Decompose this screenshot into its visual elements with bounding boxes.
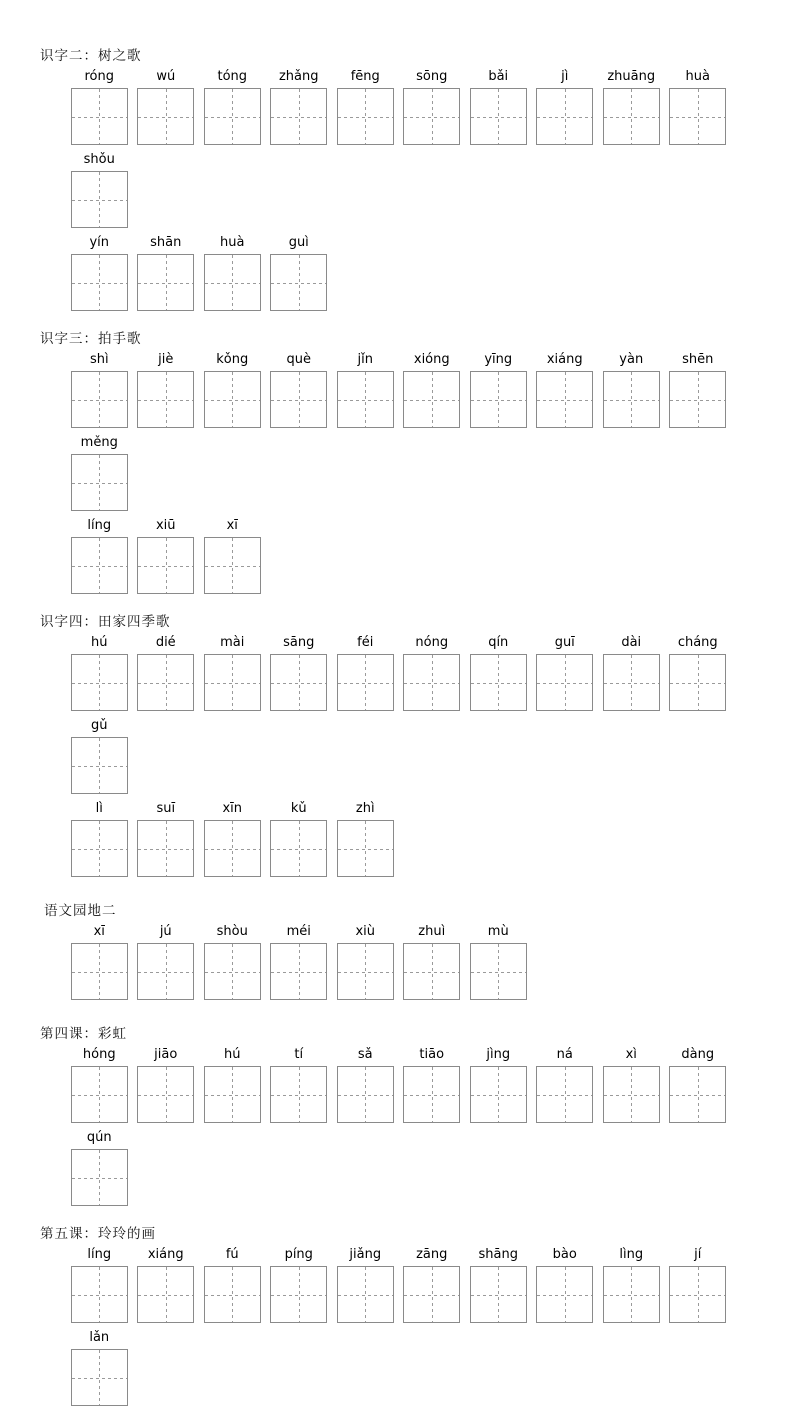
pinyin-cell (199, 634, 266, 711)
pinyin-label: bào (552, 1247, 577, 1262)
tianzige-writing-box[interactable] (536, 654, 593, 711)
tianzige-writing-box[interactable] (337, 654, 394, 711)
pinyin-cell (399, 1046, 466, 1123)
pinyin-label: hú (224, 1047, 241, 1062)
pinyin-label: dié (155, 635, 176, 650)
pinyin-cell (133, 923, 200, 1000)
pinyin-cell (66, 1246, 133, 1323)
pinyin-label: ná (556, 1047, 573, 1062)
pinyin-cell (332, 923, 399, 1000)
pinyin-label: líng (87, 1247, 112, 1262)
pinyin-label: shǒu (83, 152, 115, 167)
pinyin-label: xīn (222, 801, 243, 816)
pinyin-cell (266, 1246, 333, 1323)
pinyin-cell (66, 68, 133, 145)
pinyin-label: wú (156, 69, 176, 84)
pinyin-label: xì (625, 1047, 637, 1062)
tianzige-writing-box[interactable] (403, 1066, 460, 1123)
pinyin-label: jǐn (357, 352, 373, 367)
pinyin-label: qín (488, 635, 509, 650)
tianzige-writing-box[interactable] (270, 943, 327, 1000)
tianzige-writing-box[interactable] (470, 1266, 527, 1323)
pinyin-label: xiáng (546, 352, 583, 367)
pinyin-cell (66, 1046, 133, 1123)
tianzige-writing-box[interactable] (137, 537, 194, 594)
pinyin-label: qún (86, 1130, 112, 1145)
section-spacer (38, 1212, 755, 1218)
pinyin-cell (66, 434, 133, 511)
sections-container (38, 44, 755, 1418)
tianzige-writing-box[interactable] (204, 820, 261, 877)
pinyin-label: xī (93, 924, 105, 939)
section-spacer (38, 1412, 755, 1418)
pinyin-cell (399, 923, 466, 1000)
tianzige-writing-box[interactable] (204, 88, 261, 145)
tianzige-writing-box[interactable] (137, 1066, 194, 1123)
tianzige-writing-box[interactable] (270, 371, 327, 428)
pinyin-cell (199, 800, 266, 877)
tianzige-writing-box[interactable] (603, 88, 660, 145)
pinyin-label: píng (284, 1247, 313, 1262)
pinyin-cell (332, 351, 399, 428)
tianzige-writing-box[interactable] (470, 654, 527, 711)
tianzige-writing-box[interactable] (137, 371, 194, 428)
worksheet-section (38, 1022, 755, 1218)
pinyin-cell (465, 68, 532, 145)
tianzige-writing-box[interactable] (71, 371, 128, 428)
pinyin-cell (532, 1046, 599, 1123)
tianzige-writing-box[interactable] (270, 88, 327, 145)
tianzige-writing-box[interactable] (403, 654, 460, 711)
pinyin-cell (199, 923, 266, 1000)
section-title: 语文园地二 (44, 903, 117, 918)
section-spacer (38, 317, 755, 323)
pinyin-label: guī (554, 635, 575, 650)
tianzige-writing-box[interactable] (71, 943, 128, 1000)
pinyin-row (66, 923, 755, 1006)
pinyin-label: shān (150, 235, 182, 250)
pinyin-label: féi (357, 635, 374, 650)
tianzige-writing-box[interactable] (204, 1066, 261, 1123)
tianzige-writing-box[interactable] (337, 371, 394, 428)
pinyin-cell (266, 923, 333, 1000)
pinyin-cell (133, 68, 200, 145)
tianzige-writing-box[interactable] (71, 88, 128, 145)
pinyin-label: róng (84, 69, 114, 84)
tianzige-writing-box[interactable] (137, 654, 194, 711)
pinyin-row (66, 517, 755, 600)
tianzige-writing-box[interactable] (403, 943, 460, 1000)
section-spacer (38, 1006, 755, 1018)
tianzige-writing-box[interactable] (71, 1349, 128, 1406)
pinyin-cell (399, 351, 466, 428)
pinyin-cell (66, 800, 133, 877)
pinyin-cell (399, 634, 466, 711)
pinyin-label: xiū (155, 518, 176, 533)
pinyin-cell (199, 351, 266, 428)
tianzige-writing-box[interactable] (204, 1266, 261, 1323)
pinyin-cell (465, 1046, 532, 1123)
pinyin-label: cháng (677, 635, 718, 650)
pinyin-label: zhuì (418, 924, 446, 939)
pinyin-row (66, 800, 755, 883)
pinyin-row (66, 1246, 755, 1412)
tianzige-writing-box[interactable] (270, 1066, 327, 1123)
pinyin-label: nóng (415, 635, 449, 650)
pinyin-cell (532, 634, 599, 711)
pinyin-label: huà (220, 235, 245, 250)
pinyin-label: bǎi (488, 69, 509, 84)
tianzige-writing-box[interactable] (204, 654, 261, 711)
pinyin-cell (133, 351, 200, 428)
tianzige-writing-box[interactable] (71, 820, 128, 877)
pinyin-cell (598, 1246, 665, 1323)
pinyin-label: xióng (413, 352, 450, 367)
tianzige-writing-box[interactable] (669, 88, 726, 145)
pinyin-label: lǎn (89, 1330, 110, 1345)
pinyin-label: zhǎng (278, 69, 319, 84)
tianzige-writing-box[interactable] (137, 254, 194, 311)
pinyin-label: tí (294, 1047, 304, 1062)
pinyin-label: zhì (355, 801, 375, 816)
pinyin-cell (598, 1046, 665, 1123)
pinyin-cell (465, 634, 532, 711)
pinyin-row (66, 68, 755, 234)
worksheet-section (38, 1222, 755, 1418)
pinyin-cell (465, 923, 532, 1000)
pinyin-label: guì (288, 235, 309, 250)
pinyin-label: shēn (682, 352, 714, 367)
pinyin-cell (66, 1129, 133, 1206)
pinyin-label: gǔ (91, 718, 108, 733)
pinyin-cell (532, 351, 599, 428)
pinyin-cell (199, 1246, 266, 1323)
pinyin-cell (399, 68, 466, 145)
pinyin-label: xiù (355, 924, 376, 939)
pinyin-cell (465, 1246, 532, 1323)
pinyin-row (66, 1046, 755, 1212)
tianzige-writing-box[interactable] (204, 943, 261, 1000)
pinyin-cell (266, 634, 333, 711)
pinyin-cell (133, 1046, 200, 1123)
pinyin-cell (598, 68, 665, 145)
tianzige-writing-box[interactable] (270, 254, 327, 311)
tianzige-writing-box[interactable] (71, 254, 128, 311)
pinyin-cell (332, 634, 399, 711)
pinyin-label: yīng (484, 352, 513, 367)
pinyin-cell (133, 234, 200, 311)
pinyin-cell (665, 351, 732, 428)
tianzige-writing-box[interactable] (71, 454, 128, 511)
pinyin-row (66, 234, 755, 317)
tianzige-writing-box[interactable] (71, 171, 128, 228)
tianzige-writing-box[interactable] (669, 371, 726, 428)
pinyin-label: xī (226, 518, 238, 533)
tianzige-writing-box[interactable] (669, 1066, 726, 1123)
pinyin-label: yín (89, 235, 110, 250)
tianzige-writing-box[interactable] (337, 1266, 394, 1323)
pinyin-label: kǒng (216, 352, 249, 367)
pinyin-label: sōng (416, 69, 448, 84)
pinyin-label: jìng (486, 1047, 511, 1062)
tianzige-writing-box[interactable] (137, 1266, 194, 1323)
worksheet-section (38, 899, 755, 1018)
pinyin-cell (665, 634, 732, 711)
tianzige-writing-box[interactable] (204, 537, 261, 594)
section-title: 识字三：拍手歌 (40, 331, 142, 346)
pinyin-label: shòu (216, 924, 248, 939)
pinyin-cell (266, 68, 333, 145)
tianzige-writing-box[interactable] (337, 943, 394, 1000)
tianzige-writing-box[interactable] (603, 1266, 660, 1323)
pinyin-cell (133, 517, 200, 594)
section-title: 识字四：田家四季歌 (40, 614, 171, 629)
pinyin-label: shì (89, 352, 109, 367)
tianzige-writing-box[interactable] (470, 88, 527, 145)
pinyin-label: xiáng (147, 1247, 184, 1262)
tianzige-writing-box[interactable] (669, 1266, 726, 1323)
pinyin-label: què (286, 352, 311, 367)
pinyin-label: mù (487, 924, 509, 939)
tianzige-writing-box[interactable] (403, 1266, 460, 1323)
section-title: 第四课：彩虹 (40, 1026, 127, 1041)
pinyin-cell (465, 351, 532, 428)
tianzige-writing-box[interactable] (536, 371, 593, 428)
tianzige-writing-box[interactable] (470, 943, 527, 1000)
pinyin-cell (66, 923, 133, 1000)
pinyin-cell (66, 234, 133, 311)
pinyin-label: jú (159, 924, 172, 939)
pinyin-label: jí (694, 1247, 702, 1262)
tianzige-writing-box[interactable] (204, 254, 261, 311)
pinyin-cell (399, 1246, 466, 1323)
pinyin-label: tiāo (419, 1047, 445, 1062)
pinyin-row (66, 351, 755, 517)
pinyin-label: suī (156, 801, 176, 816)
pinyin-cell (66, 151, 133, 228)
pinyin-label: hóng (82, 1047, 116, 1062)
tianzige-writing-box[interactable] (337, 88, 394, 145)
pinyin-label: sǎ (357, 1047, 373, 1062)
pinyin-cell (332, 68, 399, 145)
tianzige-writing-box[interactable] (71, 1266, 128, 1323)
pinyin-label: yàn (619, 352, 644, 367)
pinyin-label: jiāo (154, 1047, 178, 1062)
pinyin-label: huà (685, 69, 710, 84)
pinyin-label: mài (220, 635, 245, 650)
pinyin-cell (266, 800, 333, 877)
tianzige-writing-box[interactable] (603, 1066, 660, 1123)
pinyin-cell (66, 517, 133, 594)
tianzige-writing-box[interactable] (270, 654, 327, 711)
worksheet-section (38, 610, 755, 895)
pinyin-cell (532, 1246, 599, 1323)
tianzige-writing-box[interactable] (669, 654, 726, 711)
pinyin-label: shāng (478, 1247, 518, 1262)
pinyin-cell (332, 1246, 399, 1323)
section-title: 第五课：玲玲的画 (40, 1226, 156, 1241)
pinyin-label: jì (561, 69, 569, 84)
pinyin-cell (665, 1246, 732, 1323)
pinyin-label: dàng (681, 1047, 715, 1062)
tianzige-writing-box[interactable] (470, 371, 527, 428)
pinyin-label: zhuāng (607, 69, 656, 84)
pinyin-label: dài (621, 635, 642, 650)
pinyin-label: jiè (158, 352, 174, 367)
pinyin-label: líng (87, 518, 112, 533)
tianzige-writing-box[interactable] (71, 1149, 128, 1206)
pinyin-label: sāng (283, 635, 315, 650)
pinyin-label: tóng (217, 69, 248, 84)
pinyin-cell (133, 634, 200, 711)
pinyin-label: měng (80, 435, 118, 450)
tianzige-writing-box[interactable] (137, 88, 194, 145)
pinyin-cell (665, 1046, 732, 1123)
section-title: 识字二：树之歌 (40, 48, 142, 63)
tianzige-writing-box[interactable] (71, 737, 128, 794)
tianzige-writing-box[interactable] (204, 371, 261, 428)
tianzige-writing-box[interactable] (536, 88, 593, 145)
section-spacer (38, 883, 755, 895)
tianzige-writing-box[interactable] (270, 820, 327, 877)
pinyin-cell (199, 234, 266, 311)
pinyin-cell (199, 68, 266, 145)
pinyin-label: fú (225, 1247, 239, 1262)
pinyin-label: kǔ (290, 801, 307, 816)
tianzige-writing-box[interactable] (603, 371, 660, 428)
tianzige-writing-box[interactable] (603, 654, 660, 711)
pinyin-cell (598, 634, 665, 711)
tianzige-writing-box[interactable] (71, 654, 128, 711)
worksheet-section (38, 44, 755, 323)
tianzige-writing-box[interactable] (71, 1066, 128, 1123)
pinyin-cell (332, 800, 399, 877)
pinyin-cell (133, 1246, 200, 1323)
pinyin-label: fēng (350, 69, 380, 84)
tianzige-writing-box[interactable] (71, 537, 128, 594)
pinyin-cell (665, 68, 732, 145)
tianzige-writing-box[interactable] (403, 371, 460, 428)
pinyin-label: zāng (416, 1247, 448, 1262)
pinyin-label: méi (286, 924, 311, 939)
tianzige-writing-box[interactable] (403, 88, 460, 145)
tianzige-writing-box[interactable] (337, 820, 394, 877)
pinyin-cell (199, 1046, 266, 1123)
tianzige-writing-box[interactable] (137, 820, 194, 877)
pinyin-label: hú (91, 635, 108, 650)
pinyin-label: lìng (619, 1247, 644, 1262)
tianzige-writing-box[interactable] (137, 943, 194, 1000)
worksheet-section (38, 327, 755, 606)
pinyin-cell (66, 634, 133, 711)
pinyin-cell (266, 1046, 333, 1123)
tianzige-writing-box[interactable] (270, 1266, 327, 1323)
section-spacer (38, 600, 755, 606)
pinyin-cell (66, 717, 133, 794)
pinyin-cell (66, 1329, 133, 1406)
pinyin-cell (532, 68, 599, 145)
pinyin-cell (133, 800, 200, 877)
tianzige-writing-box[interactable] (536, 1266, 593, 1323)
pinyin-cell (66, 351, 133, 428)
pinyin-cell (332, 1046, 399, 1123)
pinyin-row (66, 634, 755, 800)
pinyin-label: jiǎng (349, 1247, 382, 1262)
tianzige-writing-box[interactable] (470, 1066, 527, 1123)
pinyin-cell (598, 351, 665, 428)
pinyin-cell (266, 351, 333, 428)
tianzige-writing-box[interactable] (536, 1066, 593, 1123)
pinyin-cell (266, 234, 333, 311)
pinyin-label: lì (95, 801, 103, 816)
tianzige-writing-box[interactable] (337, 1066, 394, 1123)
pinyin-cell (199, 517, 266, 594)
